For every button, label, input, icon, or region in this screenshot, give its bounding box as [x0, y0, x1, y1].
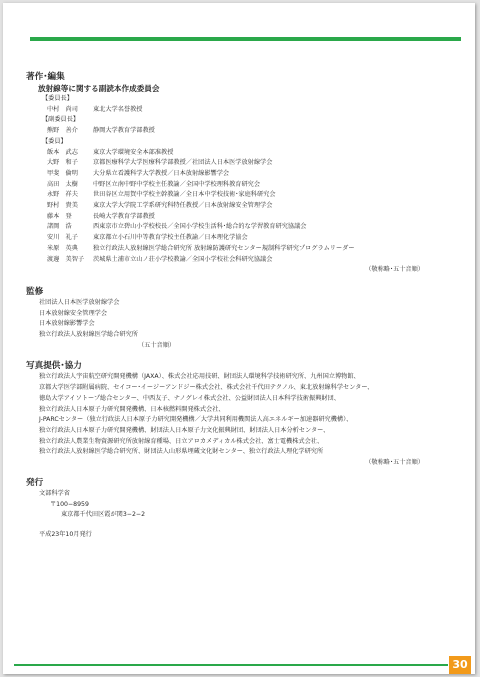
issue-date: 平成23年10月発行	[39, 530, 92, 538]
member-affiliation: 東京大学大学院工学系研究科特任教授／日本放射線安全管理学会	[93, 202, 273, 210]
issue-title: 発行	[26, 477, 44, 488]
member-name: 永野 祥夫	[47, 191, 78, 199]
member-name: 甲斐 倫明	[47, 169, 78, 177]
committee-name: 放射線等に関する副読本作成委員会	[38, 84, 160, 93]
member-affiliation: 京都医療科学大学医療科学部教授／社団法人日本医学放射線学会	[93, 159, 273, 167]
bottom-green-rule	[14, 664, 448, 666]
member-row	[26, 180, 466, 191]
supervisor-line: 日本放射線安全管理学会	[39, 309, 108, 317]
member-affiliation: 茨城県土浦市立山ノ荘小学校教諭／全国小学校社会科研究協議会	[93, 255, 273, 263]
member-row	[26, 222, 466, 233]
colophon-content	[26, 72, 466, 541]
member-row	[26, 233, 466, 244]
photo-credit-line: 独立行政法人日本原子力研究開発機構、日本核燃料開発株式会社、	[39, 405, 225, 413]
member-affiliation: 世田谷区立用賀中学校主幹教諭／全日本中学校技術･家庭科研究会	[93, 191, 276, 199]
photo-credit-line: J-PARCセンター（独立行政法人日本原子力研究開発機構／大学共同利用機関法人高エネルギー加速器研究機構）、	[39, 416, 353, 424]
supervision-order-note: （五十音順）	[138, 341, 176, 349]
member-name: 渡邊 美智子	[47, 255, 85, 263]
photo-credit-line: 京都大学医学部附属病院、セイコー･イージーアンドジー株式会社、株式会社千代田テクノル、東北放射線科学センター、	[39, 384, 374, 392]
postal-code: 〒100−8959	[50, 500, 89, 508]
members-label: 【委員】	[42, 137, 67, 145]
photo-credit-line: 徳島大学アイソトープ総合センター、中西友子、ナノグレイ株式会社、公益財団法人日本科学技術振興財団、	[39, 394, 340, 402]
member-name: 野村 貴美	[47, 202, 78, 210]
member-row	[26, 244, 466, 255]
page-number: 30	[449, 656, 471, 674]
member-affiliation: 東京都立小石川中等教育学校主任教諭／日本理化学協会	[93, 234, 248, 242]
member-affiliation: 独立行政法人放射線医学総合研究所 放射線防護研究センター規制科学研究プログラムリーダー	[93, 244, 355, 252]
address: 東京都千代田区霞が関3−2−2	[61, 511, 146, 519]
supervisor-line: 社団法人日本医学放射線学会	[39, 298, 120, 306]
editing-title: 著作･編集	[26, 72, 65, 82]
member-row	[26, 158, 466, 169]
member-affiliation: 西東京市立碧山小学校校長／全国小学校生活科･総合的な学習教育研究協議会	[93, 223, 307, 231]
photo-credit-line: 独立行政法人日本原子力研究開発機構、財団法人日本原子力文化振興財団、財団法人日本分析センター、	[39, 426, 330, 434]
editing-order-note: （敬称略･五十音順）	[365, 266, 424, 274]
chair-row	[26, 105, 466, 116]
vice-chair-label: 【副委員長】	[42, 116, 80, 124]
chair-label: 【委員長】	[42, 95, 73, 102]
supervisor-line: 独立行政法人放射線医学総合研究所	[39, 331, 138, 339]
member-row	[26, 148, 466, 159]
publisher: 文部科学省	[39, 489, 70, 497]
member-name: 諸岡 浩	[47, 223, 72, 231]
member-row	[26, 190, 466, 201]
page	[3, 3, 475, 674]
photos-title: 写真提供･協力	[26, 361, 82, 372]
member-affiliation: 長崎大学教育学部教授	[93, 212, 155, 220]
member-row	[26, 201, 466, 212]
member-affiliation: 大分県立看護科学大学教授／日本放射線影響学会	[93, 169, 230, 177]
member-row	[26, 169, 466, 180]
member-name: 飯本 武志	[47, 148, 78, 156]
member-name: 中村 尚司	[47, 105, 78, 113]
member-name: 熊野 善介	[47, 127, 78, 135]
member-affiliation: 中野区立南中野中学校主任教諭／全国中学校理科教育研究会	[93, 180, 261, 188]
member-name: 安川 礼子	[47, 234, 78, 242]
photos-order-note: （敬称略･五十音順）	[365, 459, 424, 467]
supervisor-line: 日本放射線影響学会	[39, 320, 95, 328]
photo-credit-line: 独立行政法人宇宙航空研究開発機構（JAXA）、株式会社応用技研、財団法人環境科学技術研究所、九州国立博物館、	[39, 373, 360, 381]
member-name: 大野 和子	[47, 159, 78, 167]
photo-credit-line: 独立行政法人放射線医学総合研究所、財団法人山形県埋蔵文化財センター、独立行政法人理化学研究所	[39, 448, 324, 456]
member-affiliation: 静岡大学教育学部教授	[93, 127, 155, 135]
member-name: 藤本 登	[47, 212, 72, 220]
vice-chair-row	[26, 126, 466, 137]
member-affiliation: 東京大学環境安全本部准教授	[93, 148, 174, 156]
member-name: 高田 太樹	[47, 180, 78, 188]
member-affiliation: 東北大学名誉教授	[93, 105, 143, 113]
member-row	[26, 212, 466, 223]
top-green-rule	[30, 37, 461, 41]
photo-credit-line: 独立行政法人農業生物資源研究所放射線育種場、日立アロカメディカル株式会社、富士電機株式会社、	[39, 437, 324, 445]
supervision-title: 監修	[26, 286, 44, 297]
member-name: 米原 英典	[47, 244, 78, 252]
member-row	[26, 255, 466, 266]
